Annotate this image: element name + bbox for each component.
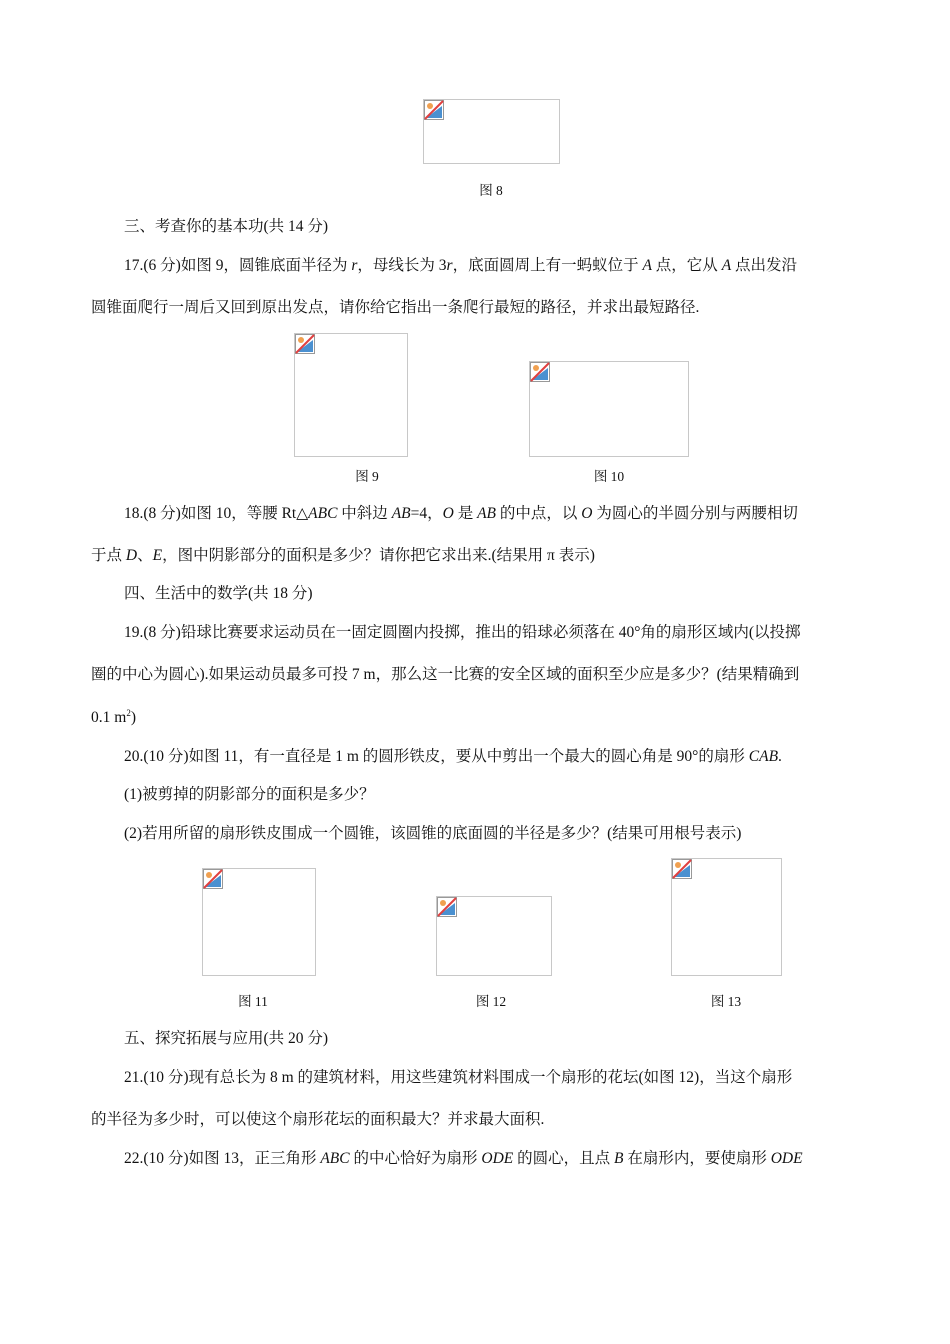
- section-3-heading: 三、考查你的基本功(共 14 分): [124, 218, 329, 235]
- broken-image-icon: [203, 869, 223, 889]
- figure-9-caption: 图 9: [355, 469, 379, 484]
- figure-11-caption: 图 11: [238, 994, 268, 1009]
- figure-11-image: [202, 868, 316, 976]
- figure-8-image: [423, 99, 560, 164]
- question-22-line-1: 22.(10 分)如图 13，正三角形 ABC 的中心恰好为扇形 ODE 的圆心，且点 B 在扇形内，要使扇形 ODE: [124, 1150, 803, 1167]
- figure-8-caption: 图 8: [479, 183, 503, 198]
- figure-12-image: [436, 896, 552, 976]
- question-21-line-2: 的半径为多少时，可以使这个扇形花坛的面积最大？并求最大面积.: [91, 1111, 545, 1128]
- question-19-line-1: 19.(8 分)铅球比赛要求运动员在一固定圆圈内投掷，推出的铅球必须落在 40°角的扇形区域内(以投掷: [124, 624, 801, 641]
- figure-13-caption: 图 13: [710, 994, 742, 1009]
- question-19-line-2: 圈的中心为圆心).如果运动员最多可投 7 m，那么这一比赛的安全区域的面积至少应是多少？(结果精确到: [91, 666, 800, 683]
- question-20-part-1: (1)被剪掉的阴影部分的面积是多少？: [124, 786, 375, 803]
- broken-image-icon: [295, 334, 315, 354]
- broken-image-icon: [672, 859, 692, 879]
- question-17-line-2: 圆锥面爬行一周后又回到原出发点，请你给它指出一条爬行最短的路径，并求出最短路径.: [91, 299, 700, 316]
- figure-10-image: [529, 361, 689, 457]
- broken-image-icon: [530, 362, 550, 382]
- question-18-line-1: 18.(8 分)如图 10，等腰 Rt△ABC 中斜边 AB=4，O 是 AB 的中点，以 O 为圆心的半圆分别与两腰相切: [124, 505, 798, 522]
- section-4-heading: 四、生活中的数学(共 18 分): [124, 585, 313, 602]
- question-18-line-2: 于点 D、E，图中阴影部分的面积是多少？请你把它求出来.(结果用 π 表示): [91, 547, 595, 564]
- question-19-line-3: 0.1 $m^2$): [91, 707, 136, 726]
- section-5-heading: 五、探究拓展与应用(共 20 分): [124, 1030, 329, 1047]
- figure-13-image: [671, 858, 782, 976]
- figure-12-caption: 图 12: [475, 994, 507, 1009]
- question-20-line-1: 20.(10 分)如图 11，有一直径是 1 m 的圆形铁皮，要从中剪出一个最大的圆心角是 90°的扇形 CAB.: [124, 748, 782, 765]
- question-20-part-2: (2)若用所留的扇形铁皮围成一个圆锥，该圆锥的底面圆的半径是多少？(结果可用根号表示): [124, 825, 742, 842]
- question-17-line-1: 17.(6 分)如图 9，圆锥底面半径为 r，母线长为 3r，底面圆周上有一蚂蚁位于 A 点，它从 A 点出发沿: [124, 257, 798, 274]
- question-21-line-1: 21.(10 分)现有总长为 8 m 的建筑材料，用这些建筑材料围成一个扇形的花坛(如图 12)，当这个扇形: [124, 1069, 793, 1086]
- broken-image-icon: [437, 897, 457, 917]
- broken-image-icon: [424, 100, 444, 120]
- figure-9-image: [294, 333, 408, 457]
- figure-10-caption: 图 10: [593, 469, 625, 484]
